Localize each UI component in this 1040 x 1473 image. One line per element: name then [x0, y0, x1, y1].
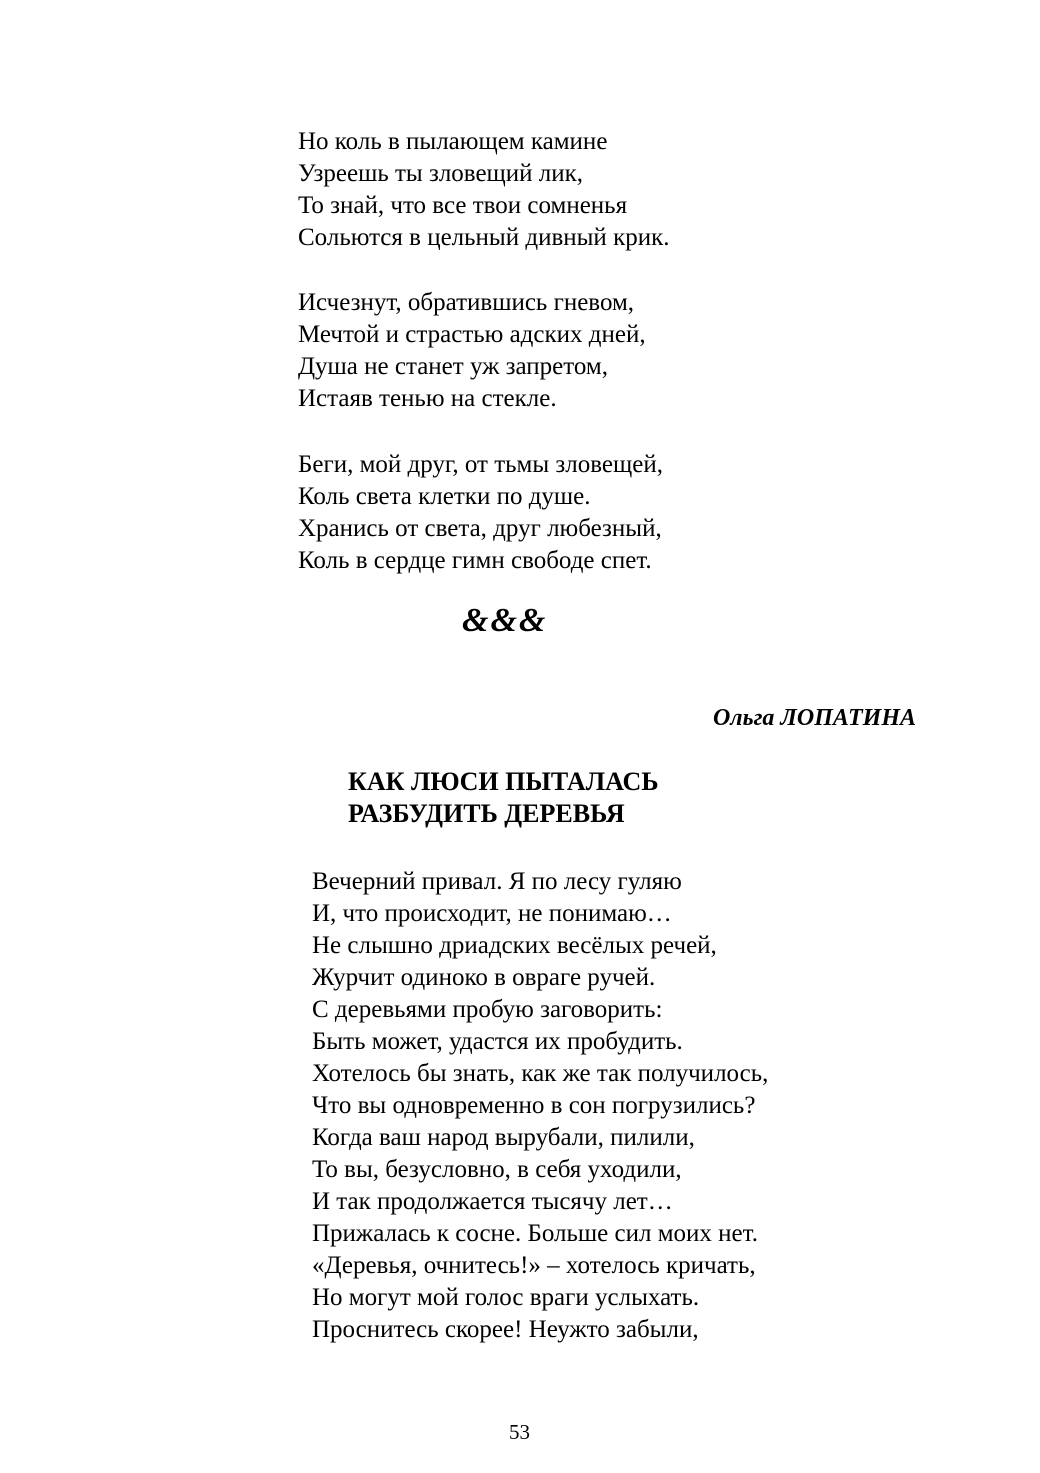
poem-line: Мечтой и страстью адских дней,	[298, 321, 646, 348]
poem-line: «Деревья, очнитесь!» – хотелось кричать,	[312, 1252, 756, 1279]
poem-line: С деревьями пробую заговорить:	[312, 996, 663, 1023]
poem-line: Узреешь ты зловещий лик,	[298, 160, 584, 187]
poem-line: То знай, что все твои сомненья	[298, 192, 628, 219]
poem-line: Но могут мой голос враги услыхать.	[312, 1284, 700, 1311]
poem-stanza-2	[298, 287, 646, 415]
poem-stanza-1	[298, 126, 669, 254]
poem-line: Беги, мой друг, от тьмы зловещей,	[298, 451, 663, 478]
poem-line: Что вы одновременно в сон погрузились?	[312, 1092, 756, 1119]
poem-title-line: КАК ЛЮСИ ПЫТАЛАСЬ	[348, 767, 659, 796]
poem-line: И, что происходит, не понимаю…	[312, 900, 672, 927]
poem-title	[348, 766, 659, 830]
poem-line: Вечерний привал. Я по лесу гуляю	[312, 868, 682, 895]
poem-line: Проснитесь скорее! Неужто забыли,	[312, 1316, 699, 1343]
poem-line: Но коль в пылающем камине	[298, 128, 608, 155]
poem-line: Журчит одиноко в овраге ручей.	[312, 964, 656, 991]
poem-stanza-3	[298, 449, 663, 577]
poem-line: Быть может, удастся их пробудить.	[312, 1028, 683, 1055]
poem-body	[312, 866, 768, 1346]
section-separator: &&&	[462, 602, 548, 639]
poem-line: И так продолжается тысячу лет…	[312, 1188, 673, 1215]
poem-title-line: РАЗБУДИТЬ ДЕРЕВЬЯ	[348, 799, 625, 828]
poem-line: Не слышно дриадских весёлых речей,	[312, 932, 717, 959]
poem-line: Сольются в цельный дивный крик.	[298, 224, 670, 251]
poem-line: Истаяв тенью на стекле.	[298, 385, 557, 412]
author-name: Ольга ЛОПАТИНА	[712, 705, 916, 731]
poem-line: Исчезнут, обратившись гневом,	[298, 289, 635, 316]
poem-line: Коль в сердце гимн свободе спет.	[298, 547, 652, 574]
poem-line: Душа не станет уж запретом,	[298, 353, 608, 380]
poem-line: Хотелось бы знать, как же так получилось,	[312, 1060, 769, 1087]
poem-line: Коль света клетки по душе.	[298, 483, 591, 510]
poem-line: Хранись от света, друг любезный,	[298, 515, 662, 542]
poem-line: То вы, безусловно, в себя уходили,	[312, 1156, 682, 1183]
poem-line: Прижалась к сосне. Больше сил моих нет.	[312, 1220, 758, 1247]
page-number: 53	[509, 1420, 530, 1444]
poem-line: Когда ваш народ вырубали, пилили,	[312, 1124, 695, 1151]
